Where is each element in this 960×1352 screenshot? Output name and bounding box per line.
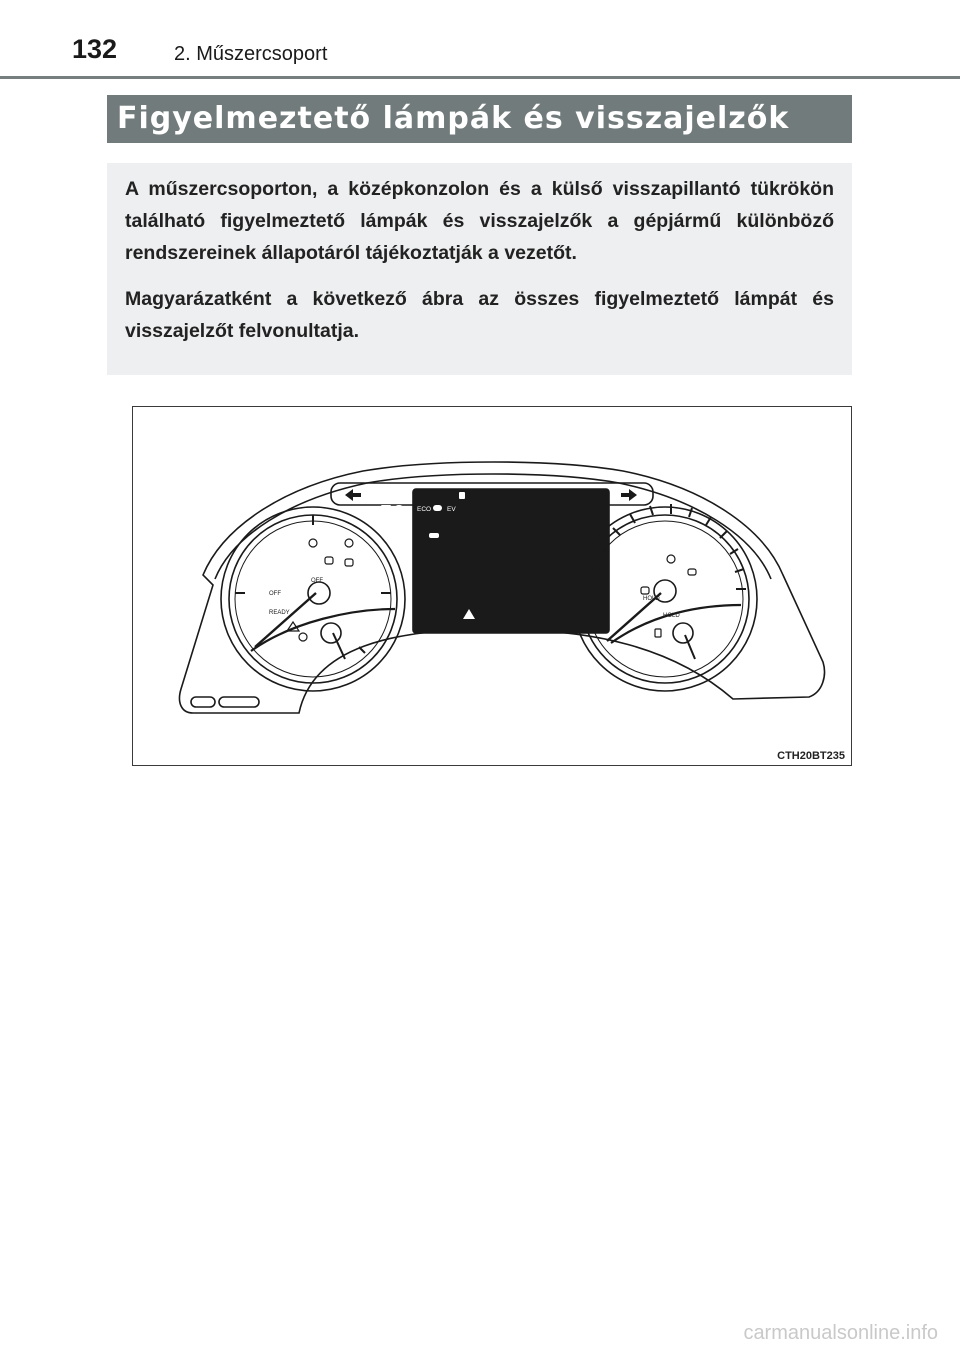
intro-paragraph-1: A műszercsoporton, a középkonzolon és a külső visszapillantó tükrökön található figyelmeztető lámpák és visszajelzők a gépjármű különböző rendszereinek állapotáról tájékoztatják a vezetőt. bbox=[125, 178, 834, 264]
left-gauge-inner bbox=[235, 521, 391, 677]
headlight-icon bbox=[381, 505, 391, 511]
right-turn-signal-icon bbox=[621, 489, 637, 501]
left-needle-hub bbox=[308, 582, 330, 604]
ev-label: EV bbox=[447, 506, 456, 513]
eco-label: ECO bbox=[417, 506, 432, 513]
off-label-2: OFF bbox=[311, 578, 323, 584]
left-gauge-face bbox=[229, 515, 397, 683]
hold-label-1: HOLD bbox=[643, 596, 660, 602]
small-display-badge bbox=[429, 533, 439, 538]
parking-brake-icon bbox=[345, 539, 353, 547]
watermark: carmanualsonline.info bbox=[743, 1322, 938, 1344]
brake-warning-icon bbox=[309, 539, 317, 547]
instrument-cluster-figure bbox=[132, 406, 852, 766]
right-gauge-arc bbox=[611, 605, 741, 643]
section-title: 2. Műszercsoport bbox=[174, 43, 328, 65]
intro-box bbox=[107, 163, 852, 375]
multi-information-display bbox=[413, 489, 609, 633]
left-small-needle bbox=[333, 633, 345, 659]
bottom-pill-right bbox=[219, 697, 259, 707]
ready-label: READY bbox=[269, 610, 290, 616]
right-small-hub bbox=[673, 623, 693, 643]
page-number: 132 bbox=[72, 34, 118, 64]
rcta-label: RCTA bbox=[395, 495, 413, 502]
page-title: Figyelmeztető lámpák és visszajelzők bbox=[117, 101, 790, 136]
right-small-needle bbox=[685, 635, 695, 659]
right-gauge-inner bbox=[587, 521, 743, 677]
tire-pressure-icon bbox=[667, 555, 675, 563]
high-beam-icon bbox=[688, 569, 696, 575]
hold-indicator-icon bbox=[641, 587, 649, 594]
eco-mode-icon bbox=[433, 505, 442, 511]
power-steering-icon bbox=[299, 633, 307, 641]
instrument-cluster-illustration bbox=[133, 407, 851, 765]
left-small-hub bbox=[321, 623, 341, 643]
abs-icon bbox=[325, 557, 333, 564]
figure-code: CTH20BT235 bbox=[777, 750, 845, 762]
header-rule bbox=[0, 76, 960, 79]
hold-label-2: HOLD bbox=[663, 613, 680, 619]
intro-paragraph-2: Magyarázatként a következő ábra az összes figyelmeztető lámpát és visszajelzőt felvonultatja. bbox=[125, 288, 834, 342]
off-label-1: OFF bbox=[269, 591, 281, 597]
cruise-icon bbox=[459, 492, 465, 499]
brake-hold-icon bbox=[345, 559, 353, 566]
fuel-icon bbox=[655, 629, 661, 637]
bottom-pill-left bbox=[191, 697, 215, 707]
fog-light-icon bbox=[395, 505, 403, 511]
left-turn-signal-icon bbox=[345, 489, 361, 501]
bsm-label: BSM bbox=[379, 495, 394, 502]
title-band bbox=[107, 95, 852, 143]
